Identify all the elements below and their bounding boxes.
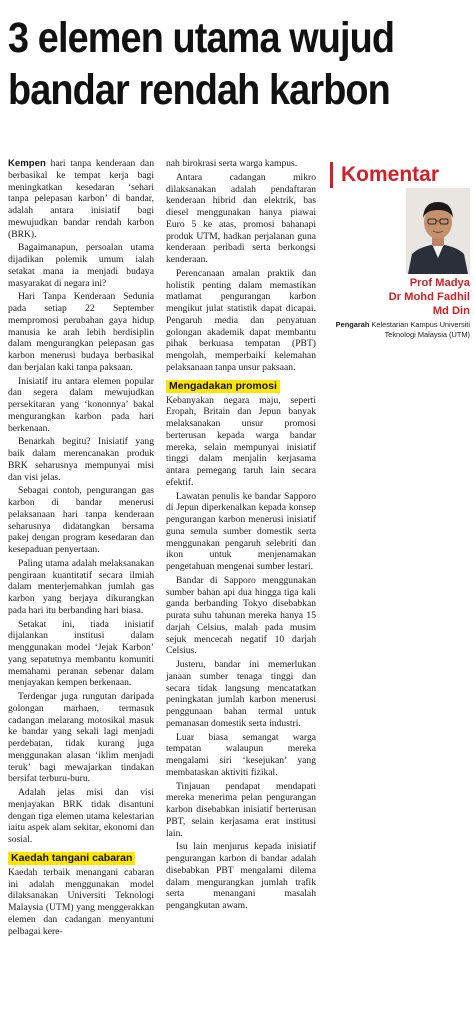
headline-line-1: 3 elemen utama wujud	[8, 14, 395, 62]
paragraph: Bagaimanapun, persoalan utama dijadikan polemik umum ialah setakat mana ia menjadi budaya masyarakat di negara ini?	[8, 242, 154, 289]
paragraph: Setakat ini, tiada inisiatif dijalankan institusi dalam menggunakan model ‘Jejak Karbon’ yang sepatutnya membantu komuniti memahami peranan sebenar dalam menjayakan kempen berkenaan.	[8, 618, 154, 689]
paragraph: nah birokrasi serta warga kampus.	[166, 158, 298, 169]
headline-line-2: bandar rendah karbon	[8, 66, 390, 114]
paragraph: Kebanyakan negara maju, seperti Eropah, Britain dan Jepun banyak melaksanakan unsur promosi berterusan kepada warga bandar mereka, selain mempunyai inisiatif tinggi dalam menjalin kerjasama antara pemegang taruh lain secara efektif.	[166, 394, 316, 488]
komentar-box	[330, 162, 470, 339]
author-name-line: Md Din	[432, 305, 470, 317]
paragraph: Perencanaan amalan praktik dan holistik penting dalam memastikan matlamat pengurangan karbon mengikut julat statistik dapat dicapai. Pengaruh media dan penyatuan golongan akademik dapat membantu pihak berkuasa tempatan (PBT) mengolah, memperbaiki kelemahan pelaksanaan tanpa unsur paksaan.	[166, 267, 316, 373]
subheading-promosi: Mengadakan promosi	[166, 380, 280, 393]
lead-word: Kempen	[8, 158, 46, 169]
komentar-title: Komentar	[330, 162, 470, 188]
article-column-1	[8, 158, 154, 939]
author-name	[330, 276, 470, 318]
paragraph-text: hari tanpa kenderaan dan berbasikal ke tempat kerja bagi meningkatkan kesedaran ‘sehari tanpa pelepasan karbon’ di bandar, adalah antara inisiatif bagi mewujudkan bandar rendah karbon (BRK).	[8, 158, 154, 240]
author-name-line: Dr Mohd Fadhil	[388, 291, 470, 303]
article-column-2	[166, 158, 316, 914]
author-portrait	[406, 188, 470, 274]
paragraph: Isu lain menjurus kepada inisiatif pengurangan karbon di bandar adalah disebabkan PBT mengalami dilema dalam mengurangkan jumlah trafik serta menangani masalah pengangkutan awam.	[166, 841, 316, 911]
paragraph: Kaedah terbaik menangani cabaran ini adalah menggunakan model dilaksanakan Universiti Teknologi Malaysia (UTM) yang menggerakkan elemen dan cadangan menyantuni pelbagai kere-	[8, 866, 154, 937]
subheading-kaedah: Kaedah tangani cabaran	[8, 852, 135, 865]
paragraph: Luar biasa semangat warga tempatan walaupun mereka mengalami siri ‘kesejukan’ yang membataskan aktiviti fizikal.	[166, 731, 316, 778]
paragraph: Justeru, bandar ini memerlukan janaan sumber tenaga tinggi dan secara tidak langsung mencatatkan peningkatan jumlah karbon menerusi penggunaan bahan termal untuk pemanasan domestik serta industri.	[166, 659, 316, 729]
paragraph: Hari Tanpa Kenderaan Sedunia pada setiap 22 September mempromosi perubahan gaya hidup manusia ke arah lebih berdisiplin dalam mengurangkan pelepasan gas karbon menerusi budaya berbasikal dan berjalan kaki tanpa paksaan.	[8, 291, 154, 373]
paragraph: Paling utama adalah melaksanakan pengiraan kuantitatif secara ilmiah dalam menterjemahkan jumlah gas karbon yang berjaya dikurangkan pada hari itu berbanding hari biasa.	[8, 557, 154, 616]
author-role	[330, 320, 470, 339]
paragraph: Terdengar juga rungutan daripada golongan marhaen, termasuk cadangan melarang motosikal masuk ke bandar yang sekali lagi menjadi perdebatan, tidak kurang juga menggunakan alasan ‘iklim menjadi teruk’ bagi mewajarkan tindakan bersifat terburu-buru.	[8, 691, 154, 785]
paragraph: Lawatan penulis ke bandar Sapporo di Jepun diperkenalkan kepada konsep pengurangan karbon menerusi inisiatif guna semula sumber domestik serta menggunakan pengaruh selebriti dan ikon untuk menjenamakan pengetahuan mengenai sumber lestari.	[166, 490, 316, 572]
headline	[8, 12, 413, 116]
paragraph: Bandar di Sapporo menggunakan sumber bahan api dua hingga tiga kali ganda berbanding Tokyo disebabkan purata suhu tahunan mereka hanya 15 darjah Celsius, malah pada musim sejuk mencecah negatif 10 darjah Celsius.	[166, 574, 316, 657]
author-role-label: Pengarah	[335, 320, 370, 329]
paragraph: Tinjauan pendapat mendapati mereka menerima pelan pengurangan karbon disebabkan inisiatif berterusan PBT, selain kerjasama erat institusi lain.	[166, 780, 316, 839]
paragraph: Inisiatif itu antara elemen popular dan segera dalam mewujudkan persekitaran yang ‘kononnya’ bakal mengurangkan karbon pada hari berkenaan.	[8, 375, 154, 434]
paragraph: Antara cadangan mikro dilaksanakan adalah pendaftaran kenderaan hibrid dan elektrik, bas diesel menggunakan hanya piawai Euro 5 ke atas, promosi bahanapi produk UTM, hadkan perjalanan guna kenderaan peribadi serta berkongsi kenderaan.	[166, 171, 316, 265]
paragraph: Sebagai contoh, pengurangan gas karbon di bandar menerusi pelaksanaan hari tanpa kenderaan seharusnya didatangkan bersama pakej dengan program kesedaran dan kesepaduan penyertaan.	[8, 485, 154, 555]
portrait-illustration	[406, 188, 470, 274]
author-role-text: Kelestarian Kampus Universiti Teknologi Malaysia (UTM)	[371, 320, 470, 339]
author-name-line: Prof Madya	[409, 277, 470, 289]
paragraph	[8, 158, 154, 240]
paragraph: Benarkah begitu? Inisiatif yang baik dalam merencanakan produk BRK seharusnya mempunyai misi dan visi jelas.	[8, 436, 154, 483]
paragraph: Adalah jelas misi dan visi menjayakan BRK tidak disantuni dengan tiga elemen utama kelestarian iaitu aspek alam sekitar, ekonomi dan sosial.	[8, 787, 154, 845]
